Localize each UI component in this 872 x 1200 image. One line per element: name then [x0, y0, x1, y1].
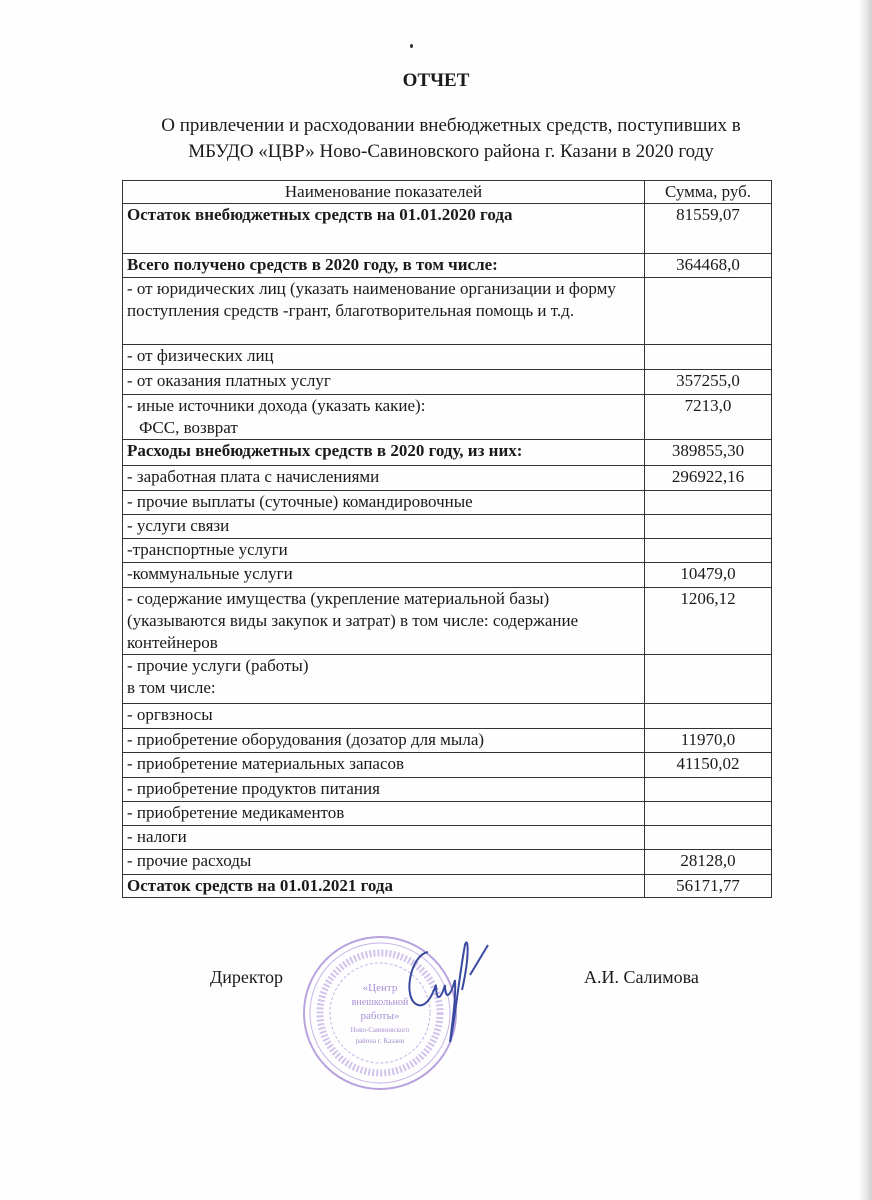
table-row — [123, 563, 772, 588]
row-value: 10479,0 — [645, 563, 772, 588]
document-title: ОТЧЕТ — [402, 70, 470, 91]
svg-text:района г. Казани: района г. Казани — [355, 1037, 405, 1045]
table-row — [123, 704, 772, 729]
row-label-text: - прочие расходы — [127, 851, 252, 870]
svg-text:Ново-Савиновского: Ново-Савиновского — [350, 1026, 410, 1034]
row-value — [645, 655, 772, 704]
row-label-text: - содержание имущества (укрепление материальной базы) (указываются виды закупок и затрат) в том числе: содержание контейнеров — [127, 589, 579, 652]
row-label-text: - услуги связи — [127, 516, 230, 535]
row-label — [123, 491, 645, 515]
table-row — [123, 588, 772, 655]
row-label-text: Остаток средств на 01.01.2021 года — [127, 876, 394, 895]
row-label-text: - приобретение продуктов питания — [127, 779, 380, 798]
table-row — [123, 778, 772, 802]
table-row — [123, 204, 772, 254]
row-value: 296922,16 — [645, 466, 772, 491]
table-row — [123, 655, 772, 704]
row-label-text: - приобретение оборудования (дозатор для мыла) — [127, 730, 485, 749]
row-label-text: -коммунальные услуги — [127, 564, 293, 583]
row-value: 364468,0 — [645, 254, 772, 278]
row-value — [645, 802, 772, 826]
row-label-text: Расходы внебюджетных средств в 2020 году, из них: — [127, 441, 523, 460]
row-label-text: -транспортные услуги — [127, 540, 288, 559]
row-label-text: - от оказания платных услуг — [127, 371, 331, 390]
row-value: 41150,02 — [645, 753, 772, 778]
row-value: 81559,07 — [645, 204, 772, 254]
row-label — [123, 466, 645, 491]
handwritten-signature — [400, 930, 490, 1050]
row-label — [123, 370, 645, 395]
subtitle-line: О привлечении и расходовании внебюджетных средств, поступивших в — [161, 115, 741, 136]
subtitle-line: МБУДО «ЦВР» Ново-Савиновского района г. Казани в 2020 году — [188, 141, 714, 162]
row-label — [123, 753, 645, 778]
row-label — [123, 802, 645, 826]
row-value — [645, 345, 772, 370]
row-label — [123, 395, 645, 440]
table-row — [123, 802, 772, 826]
table-row — [123, 345, 772, 370]
row-value — [645, 539, 772, 563]
row-label-text: - от юридических лиц (указать наименование организации и форму поступления средств -грант, благотворительная помощь и т.д. — [127, 279, 616, 320]
table-row — [123, 753, 772, 778]
row-label — [123, 345, 645, 370]
table-row — [123, 875, 772, 898]
scan-edge — [858, 0, 872, 1200]
row-label-text: - иные источники дохода (указать какие): — [127, 396, 426, 415]
row-value — [645, 278, 772, 345]
row-value — [645, 704, 772, 729]
table-row — [123, 826, 772, 850]
row-label-text: - прочие услуги (работы) — [127, 656, 309, 675]
row-label-text: - прочие выплаты (суточные) командировочные — [127, 492, 473, 511]
row-value: 357255,0 — [645, 370, 772, 395]
table-row — [123, 466, 772, 491]
row-label-text: ФСС, возврат — [139, 418, 238, 437]
row-label-text: - налоги — [127, 827, 187, 846]
svg-text:внешкольной: внешкольной — [351, 997, 409, 1008]
table-row — [123, 395, 772, 440]
row-value: 1206,12 — [645, 588, 772, 655]
row-label-text: - приобретение медикаментов — [127, 803, 345, 822]
row-label-text: Всего получено средств в 2020 году, в том числе: — [127, 255, 498, 274]
row-value: 56171,77 — [645, 875, 772, 898]
report-table — [122, 180, 772, 898]
row-value — [645, 515, 772, 539]
row-label — [123, 204, 645, 254]
row-label — [123, 563, 645, 588]
table-row — [123, 254, 772, 278]
row-label — [123, 539, 645, 563]
row-label — [123, 850, 645, 875]
signature-name: А.И. Салимова — [584, 967, 699, 987]
row-label — [123, 254, 645, 278]
row-label — [123, 515, 645, 539]
row-value: 11970,0 — [645, 729, 772, 753]
svg-text:«Центр: «Центр — [362, 982, 398, 994]
table-row — [123, 370, 772, 395]
table-row — [123, 440, 772, 466]
row-value — [645, 778, 772, 802]
row-label-text: в том числе: — [127, 678, 216, 697]
row-value: 389855,30 — [645, 440, 772, 466]
row-label — [123, 704, 645, 729]
row-value — [645, 491, 772, 515]
row-value — [645, 826, 772, 850]
row-label — [123, 826, 645, 850]
header-sum: Сумма, руб. — [645, 181, 772, 204]
row-label — [123, 278, 645, 345]
table-row — [123, 278, 772, 345]
row-label-text: - от физических лиц — [127, 346, 274, 365]
table-row — [123, 491, 772, 515]
table-row — [123, 850, 772, 875]
row-label — [123, 778, 645, 802]
row-value: 28128,0 — [645, 850, 772, 875]
row-label — [123, 875, 645, 898]
row-label — [123, 440, 645, 466]
row-value: 7213,0 — [645, 395, 772, 440]
row-label-text: - оргвзносы — [127, 705, 213, 724]
row-label — [123, 729, 645, 753]
row-label — [123, 588, 645, 655]
table-row — [123, 539, 772, 563]
row-label-text: - заработная плата с начислениями — [127, 467, 380, 486]
row-label — [123, 655, 645, 704]
document-subtitle — [0, 113, 872, 165]
svg-text:работы»: работы» — [360, 1010, 400, 1022]
scan-speck — [410, 44, 413, 48]
table-row — [123, 729, 772, 753]
row-label-text: Остаток внебюджетных средств на 01.01.2020 года — [127, 205, 513, 224]
signature-position: Директор — [210, 967, 284, 987]
header-name: Наименование показателей — [123, 181, 645, 204]
row-label-text: - приобретение материальных запасов — [127, 754, 405, 773]
table-row — [123, 515, 772, 539]
